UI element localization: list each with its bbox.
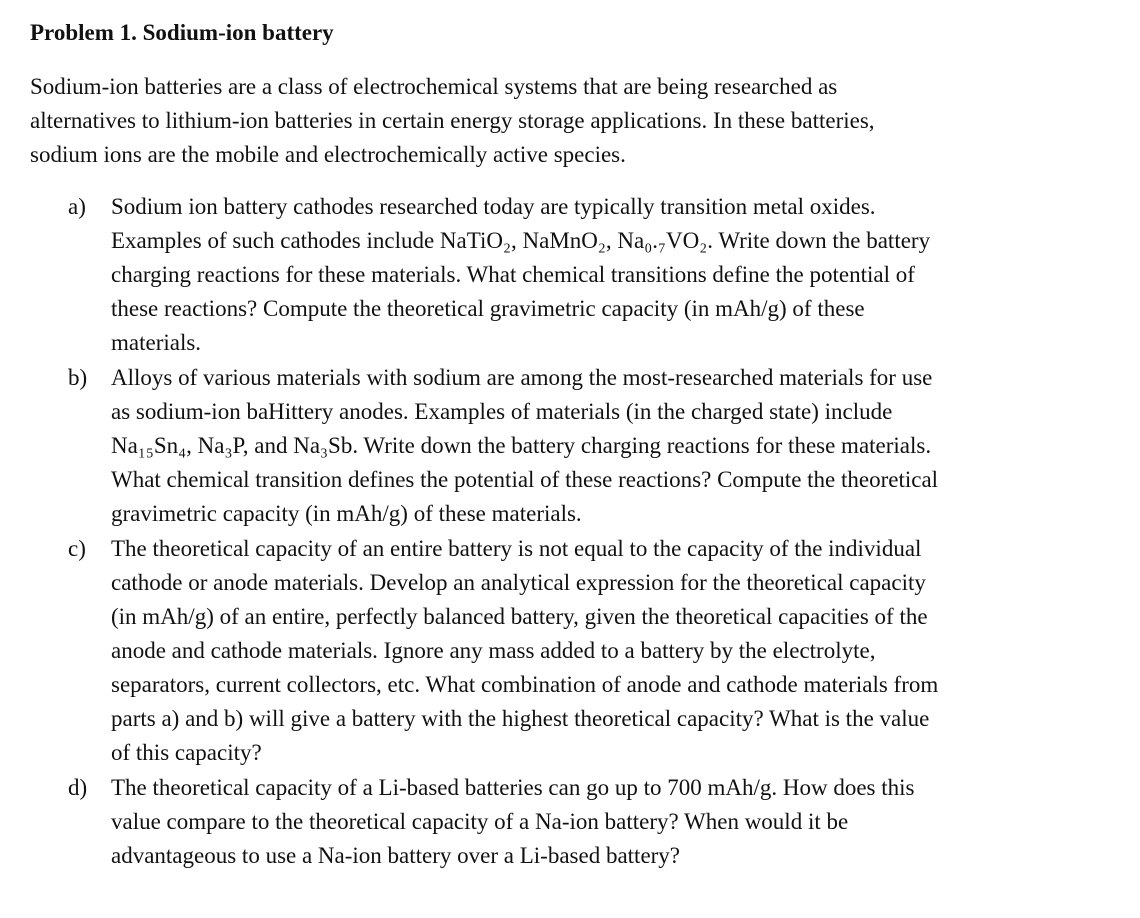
item-line: these reactions? Compute the theoretical gravimetric capacity (in mAh/g) of these: [111, 296, 865, 321]
item-text: [111, 532, 1128, 770]
item-line: parts a) and b) will give a battery with the highest theoretical capacity? What is the value: [111, 706, 930, 731]
problem-title: Problem 1. Sodium-ion battery: [30, 20, 334, 45]
item-text: [111, 361, 1128, 531]
intro-line: sodium ions are the mobile and electrochemically active species.: [30, 142, 626, 167]
item-line: Na₁₅Sn₄, Na₃P, and Na₃Sb. Write down the battery charging reactions for these materials.: [111, 433, 932, 458]
item-line: of this capacity?: [111, 740, 262, 765]
intro-line: alternatives to lithium-ion batteries in certain energy storage applications. In these batteries,: [30, 108, 875, 133]
intro-paragraph: [30, 70, 1120, 172]
item-marker: c): [68, 536, 86, 561]
item-line: materials.: [111, 330, 202, 355]
item-line: The theoretical capacity of an entire battery is not equal to the capacity of the individual: [111, 536, 922, 561]
item-line: as sodium-ion baHittery anodes. Examples of materials (in the charged state) include: [111, 399, 893, 424]
item-line: What chemical transition defines the potential of these reactions? Compute the theoretical: [111, 467, 939, 492]
item-text: [111, 771, 1128, 873]
item-line: Sodium ion battery cathodes researched today are typically transition metal oxides.: [111, 194, 876, 219]
item-line: anode and cathode materials. Ignore any mass added to a battery by the electrolyte,: [111, 638, 876, 663]
item-line: value compare to the theoretical capacity of a Na-ion battery? When would it be: [111, 809, 849, 834]
item-marker: b): [68, 365, 88, 390]
item-line: advantageous to use a Na-ion battery over a Li-based battery?: [111, 843, 681, 868]
item-line: cathode or anode materials. Develop an analytical expression for the theoretical capacity: [111, 570, 926, 595]
item-marker: d): [68, 775, 88, 800]
item-line: gravimetric capacity (in mAh/g) of these materials.: [111, 501, 582, 526]
item-line: Examples of such cathodes include NaTiO₂, NaMnO₂, Na₀.₇VO₂. Write down the battery: [111, 228, 931, 253]
intro-line: Sodium-ion batteries are a class of electrochemical systems that are being researched as: [30, 74, 838, 99]
item-line: Alloys of various materials with sodium are among the most-researched materials for use: [111, 365, 933, 390]
item-line: The theoretical capacity of a Li-based batteries can go up to 700 mAh/g. How does this: [111, 775, 915, 800]
item-text: [111, 190, 1128, 360]
item-marker: a): [68, 194, 86, 219]
item-line: charging reactions for these materials. What chemical transitions define the potential of: [111, 262, 915, 287]
item-line: (in mAh/g) of an entire, perfectly balanced battery, given the theoretical capacities of the: [111, 604, 928, 629]
item-line: separators, current collectors, etc. What combination of anode and cathode materials from: [111, 672, 939, 697]
